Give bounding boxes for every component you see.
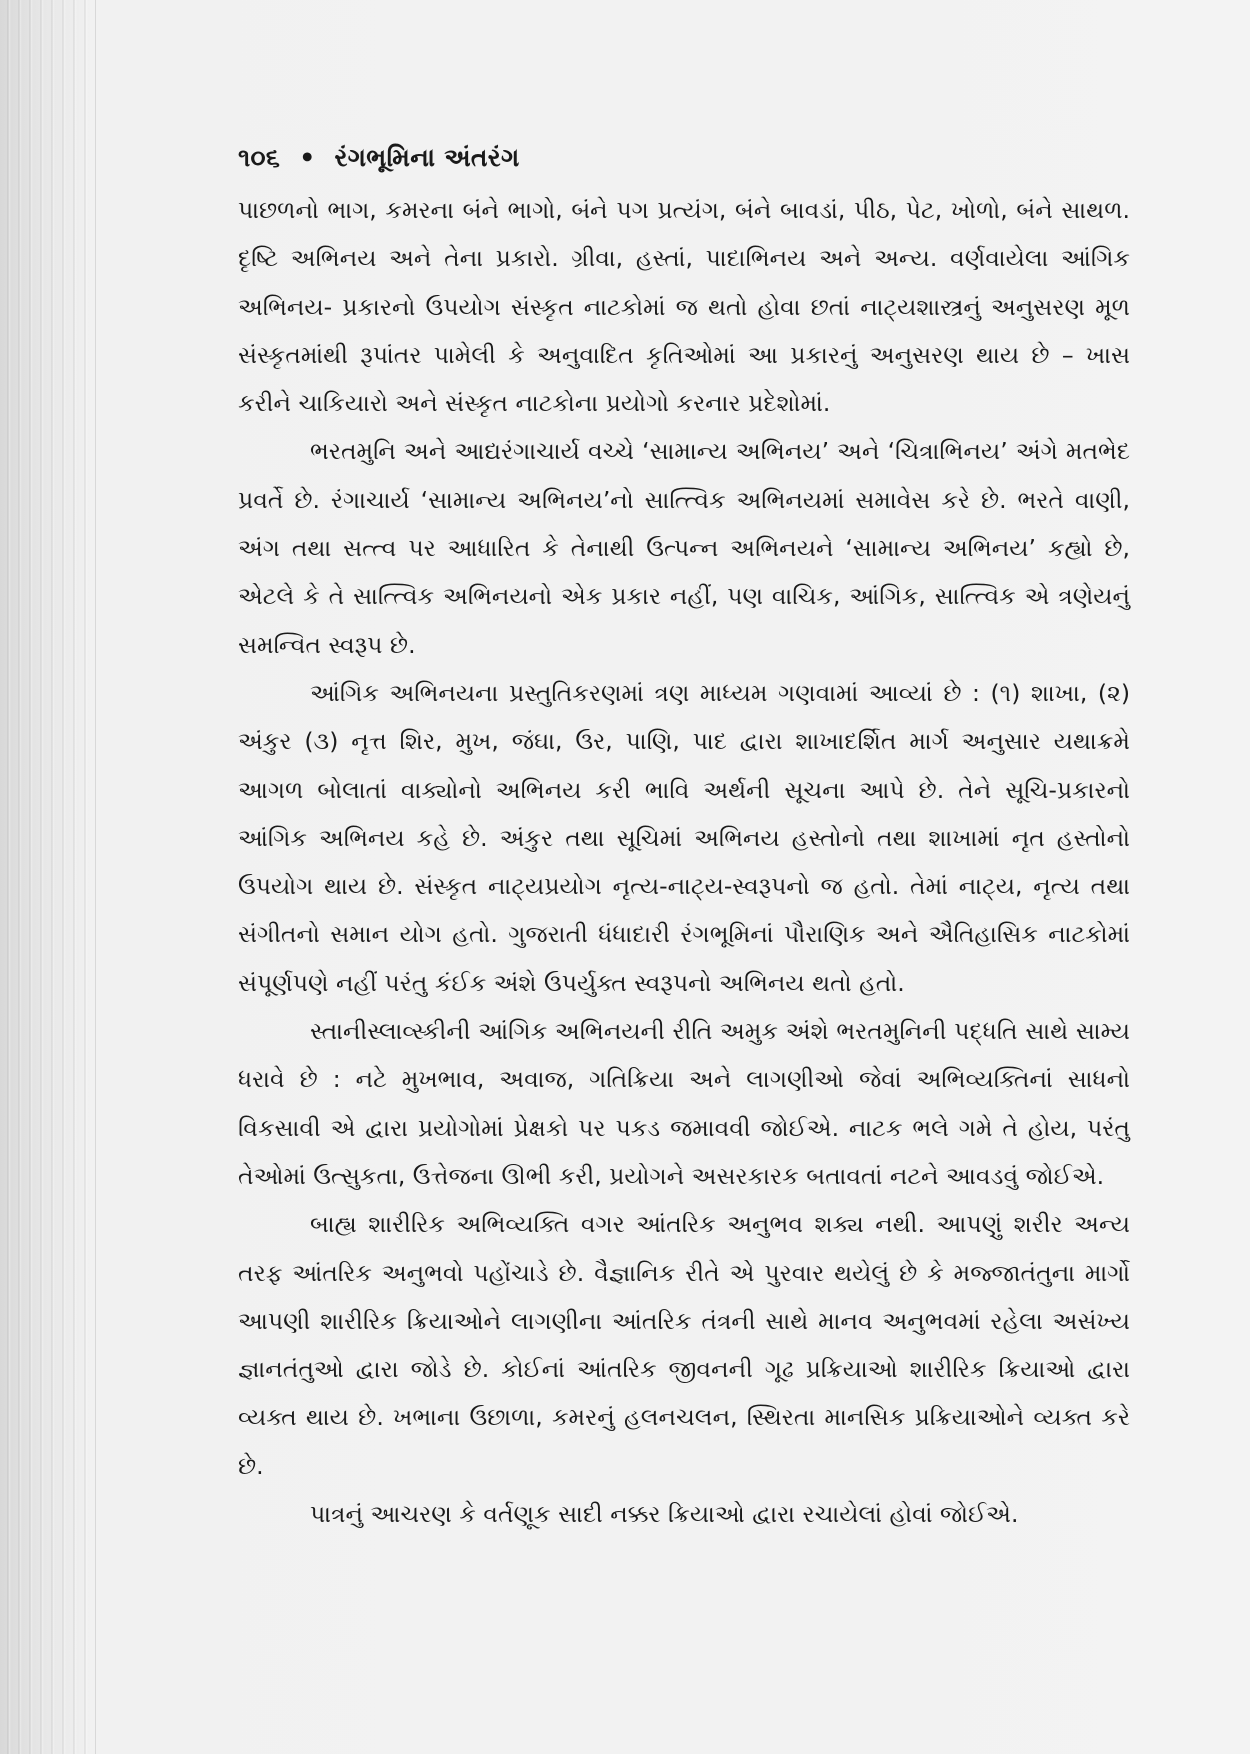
paragraph-5: બાહ્ય શારીરિક અભિવ્યક્તિ વગર આંતરિક અનુભવ શક્ય નથી. આપણું શરીર અન્ય તરફ આંતરિક અનુભવો પહોંચાડે છે. વૈજ્ઞાનિક રીતે એ પુરવાર થયેલું છે કે મજ્જાતંતુના માર્ગો આપણી શારીરિક ક્રિયાઓને લાગણીના આંતરિક તંત્રની સાથે માનવ અનુભવમાં રહેલા અસંખ્ય જ્ઞાનતંતુઓ દ્વારા જોડે છે. કોઈનાં આંતરિક જીવનની ગૂઢ પ્રક્રિયાઓ શારીરિક ક્રિયાઓ દ્વારા વ્યક્ત થાય છે. ખભાના ઉછાળા, કમરનું હલનચલન, સ્થિરતા માનસિક પ્રક્રિયાઓને વ્યક્ત કરે છે. [238,1210,1130,1480]
book-title: રંગભૂમિના અંતરંગ [334,143,520,172]
header-separator: • [299,143,316,172]
paragraph-4: સ્તાનીસ્લાવ્સ્કીની આંગિક અભિનયની રીતિ અમુક અંશે ભરતમુનિની પદ્ધતિ સાથે સામ્ય ધરાવે છે : નટે મુખભાવ, અવાજ, ગતિક્રિયા અને લાગણીઓ જેવાં અભિવ્યક્તિનાં સાધનો વિકસાવી એ દ્વારા પ્રયોગોમાં પ્રેક્ષકો પર પકડ જમાવવી જોઈએ. નાટક ભલે ગમે તે હોય, પરંતુ તેઓમાં ઉત્સુકતા, ઉત્તેજના ઊભી કરી, પ્રયોગને અસરકારક બતાવતાં નટને આવડવું જોઈએ. [238,1017,1130,1190]
page-edges-binding [0,0,96,1754]
page-number: ૧૦૬ [238,143,281,172]
paragraph-6: પાત્રનું આચરણ કે વર્તણૂક સાદી નક્કર ક્રિયાઓ દ્વારા રચાયેલાં હોવાં જોઈએ. [310,1500,1019,1529]
paragraph-2: ભરતમુનિ અને આદ્યરંગાચાર્ય વચ્ચે ‘સામાન્ય અભિનય’ અને ‘ચિત્રાભિનય’ અંગે મતભેદ પ્રવર્તે છે. રંગાચાર્ય ‘સામાન્ય અભિનય’નો સાત્ત્વિક અભિનયમાં સમાવેસ કરે છે. ભરતે વાણી, અંગ તથા સત્ત્વ પર આધારિત કે તેનાથી ઉત્પન્ન અભિનયને ‘સામાન્ય અભિનય’ કહ્યો છે, એટલે કે તે સાત્ત્વિક અભિનયનો એક પ્રકાર નહીં, પણ વાચિક, આંગિક, સાત્ત્વિક એ ત્રણેયનું સમન્વિત સ્વરૂપ છે. [238,437,1130,659]
running-header [238,138,1130,178]
paragraph-3: આંગિક અભિનયના પ્રસ્તુતિકરણમાં ત્રણ માધ્યમ ગણવામાં આવ્યાં છે : (૧) શાખા, (૨) અંકુર (૩) નૃત્ત શિર, મુખ, જંઘા, ઉર, પાણિ, પાદ દ્વારા શાખાદર્શિત માર્ગ અનુસાર યથાક્રમે આગળ બોલાતાં વાક્યોનો અભિનય કરી ભાવિ અર્થની સૂચના આપે છે. તેને સૂચિ-પ્રકારનો આંગિક અભિનય કહે છે. અંકુર તથા સૂચિમાં અભિનય હસ્તોનો તથા શાખામાં નૃત હસ્તોનો ઉપયોગ થાય છે. સંસ્કૃત નાટ્યપ્રયોગ નૃત્ય-નાટ્ય-સ્વરૂપનો જ હતો. તેમાં નાટ્ય, નૃત્ય તથા સંગીતનો સમાન યોગ હતો. ગુજરાતી ધંધાદારી રંગભૂમિનાં પૌરાણિક અને ઐતિહાસિક નાટકોમાં સંપૂર્ણપણે નહીં પરંતુ કંઈક અંશે ઉપર્યુક્ત સ્વરૂપનો અભિનય થતો હતો. [238,678,1130,997]
paragraph-1: પાછળનો ભાગ, કમરના બંને ભાગો, બંને પગ પ્રત્યંગ, બંને બાવડાં, પીઠ, પેટ, ખોળો, બંને સાથળ. દૃષ્ટિ અભિનય અને તેના પ્રકારો. ગ્રીવા, હસ્તાં, પાદાભિનય અને અન્ય. વર્ણવાયેલા આંગિક અભિનય- પ્રકારનો ઉપયોગ સંસ્કૃત નાટકોમાં જ થતો હોવા છતાં નાટ્યશાસ્ત્રનું અનુસરણ મૂળ સંસ્કૃતમાંથી રૂપાંતર પામેલી કે અનુવાદિત કૃતિઓમાં આ પ્રકારનું અનુસરણ થાય છે – ખાસ કરીને ચાકિયારો અને સંસ્કૃત નાટકોના પ્રયોગો કરનાર પ્રદેશોમાં. [238,196,1130,418]
page-content [238,138,1130,1538]
